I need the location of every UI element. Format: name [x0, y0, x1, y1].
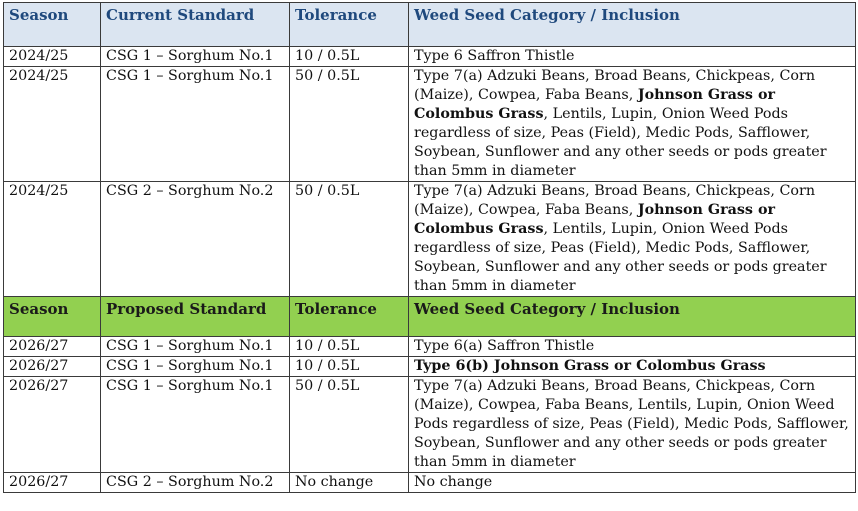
standard-cell: CSG 2 – Sorghum No.2	[101, 473, 290, 493]
season-cell: 2024/25	[4, 182, 101, 297]
category-cell	[409, 182, 856, 297]
table-row	[4, 473, 856, 493]
header-proposed-standard: Proposed Standard	[101, 297, 290, 337]
category-cell	[409, 377, 856, 473]
standard-cell: CSG 1 – Sorghum No.1	[101, 47, 290, 67]
category-cell	[409, 337, 856, 357]
tolerance-cell: 50 / 0.5L	[290, 377, 409, 473]
sorghum-standards-table	[3, 2, 856, 493]
table-row	[4, 67, 856, 182]
header-weed-seed-category: Weed Seed Category / Inclusion	[409, 3, 856, 47]
header-weed-seed-category: Weed Seed Category / Inclusion	[409, 297, 856, 337]
category-highlight: Johnson Grass or Colombus Grass	[414, 202, 776, 237]
category-text: Type 7(a) Adzuki Beans, Broad Beans, Chickpeas, Corn (Maize), Cowpea, Faba Beans, Lentils, Lupin, Onion Weed Pods regardless of size, Peas (Field), Medic Pods, Safflower, Soybean, Sunflower and any other seeds or pods greater than 5mm in diameter	[414, 378, 849, 470]
header-tolerance: Tolerance	[290, 297, 409, 337]
tolerance-cell: 10 / 0.5L	[290, 357, 409, 377]
season-cell: 2024/25	[4, 67, 101, 182]
tolerance-cell: 50 / 0.5L	[290, 67, 409, 182]
table-row	[4, 377, 856, 473]
season-cell: 2026/27	[4, 473, 101, 493]
header-current-standard: Current Standard	[101, 3, 290, 47]
category-cell	[409, 357, 856, 377]
standard-cell: CSG 1 – Sorghum No.1	[101, 67, 290, 182]
season-cell: 2026/27	[4, 337, 101, 357]
proposed-standard-header-row	[4, 297, 856, 337]
table-row	[4, 47, 856, 67]
table-row	[4, 182, 856, 297]
category-text-rest: , Lentils, Lupin, Onion Weed Pods regardless of size, Peas (Field), Medic Pods, Safflower, Soybean, Sunflower and any other seeds or pods greater than 5mm in diameter	[414, 106, 827, 179]
category-cell	[409, 47, 856, 67]
standard-cell: CSG 1 – Sorghum No.1	[101, 357, 290, 377]
header-tolerance: Tolerance	[290, 3, 409, 47]
category-highlight: Johnson Grass or Colombus Grass	[414, 87, 776, 122]
tolerance-cell: 10 / 0.5L	[290, 47, 409, 67]
tolerance-cell: 50 / 0.5L	[290, 182, 409, 297]
category-text: No change	[414, 474, 493, 490]
current-standard-header-row	[4, 3, 856, 47]
header-season: Season	[4, 297, 101, 337]
header-season: Season	[4, 3, 101, 47]
season-cell: 2024/25	[4, 47, 101, 67]
standard-cell: CSG 1 – Sorghum No.1	[101, 337, 290, 357]
category-cell	[409, 67, 856, 182]
season-cell: 2026/27	[4, 377, 101, 473]
table-row	[4, 357, 856, 377]
standard-cell: CSG 1 – Sorghum No.1	[101, 377, 290, 473]
tolerance-cell: 10 / 0.5L	[290, 337, 409, 357]
category-text-rest: , Lentils, Lupin, Onion Weed Pods regardless of size, Peas (Field), Medic Pods, Safflower, Soybean, Sunflower and any other seeds or pods greater than 5mm in diameter	[414, 221, 827, 294]
category-text: Type 6(a) Saffron Thistle	[414, 338, 595, 354]
season-cell: 2026/27	[4, 357, 101, 377]
category-cell	[409, 473, 856, 493]
tolerance-cell: No change	[290, 473, 409, 493]
category-text: Type 7(a) Adzuki Beans, Broad Beans, Chickpeas, Corn (Maize), Cowpea, Faba Beans,	[414, 183, 816, 218]
category-text: Type 7(a) Adzuki Beans, Broad Beans, Chickpeas, Corn (Maize), Cowpea, Faba Beans,	[414, 68, 816, 103]
category-highlight: Type 6(b) Johnson Grass or Colombus Grass	[414, 358, 766, 374]
standard-cell: CSG 2 – Sorghum No.2	[101, 182, 290, 297]
category-text: Type 6 Saffron Thistle	[414, 48, 575, 64]
table-row	[4, 337, 856, 357]
